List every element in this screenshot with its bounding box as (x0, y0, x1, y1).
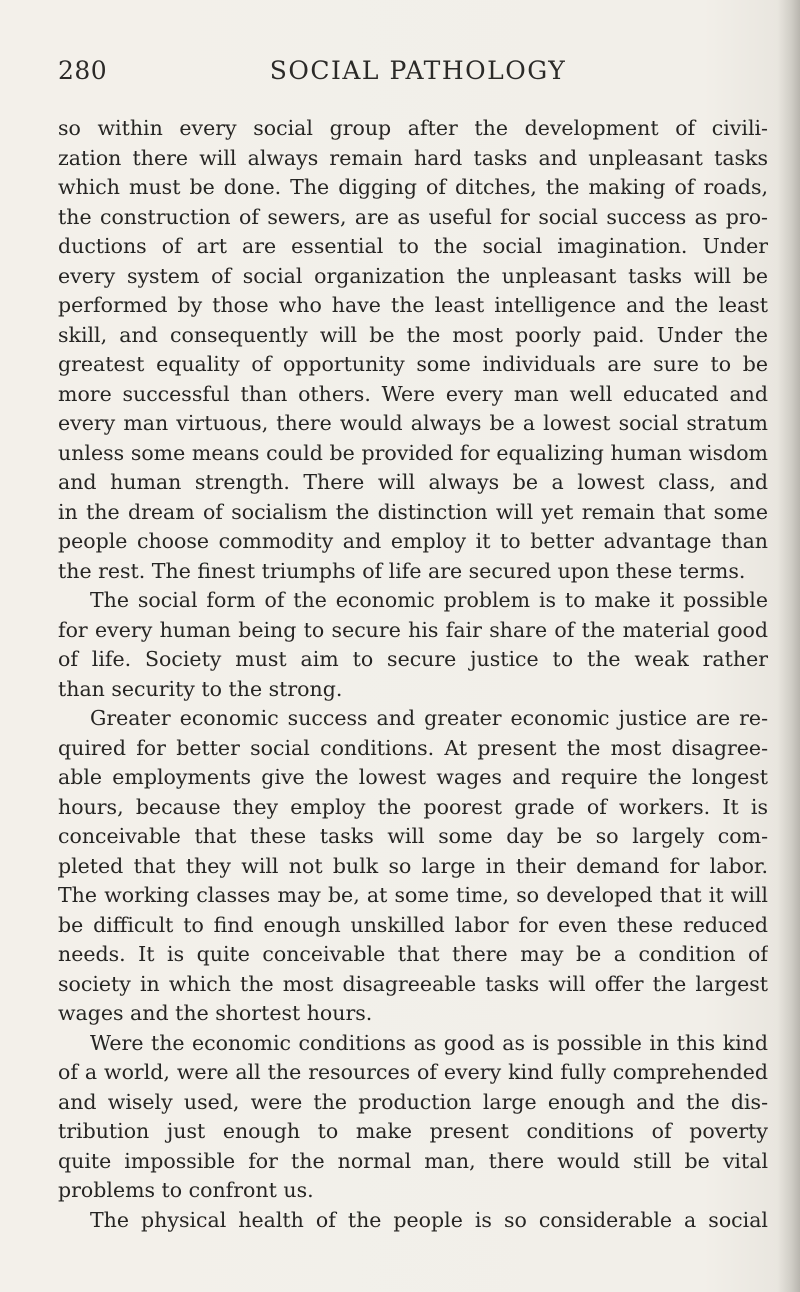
text-line: unless some means could be provided for equalizing human wisdom (58, 440, 768, 465)
text-line: quite impossible for the normal man, there would still be vital (58, 1148, 768, 1173)
text-line: hours, because they employ the poorest grade of workers. It is (58, 794, 768, 819)
text-line: of life. Society must aim to secure justice to the weak rather (58, 647, 768, 671)
text-line: problems to confront us. (58, 1178, 314, 1202)
text-line: conceivable that these tasks will some day be so largely com- (58, 824, 768, 848)
text-line: for every human being to secure his fair share of the material good (58, 617, 768, 642)
text-line: The physical health of the people is so considerable a social (90, 1207, 768, 1232)
text-line: the construction of sewers, are as useful for social success as pro- (58, 204, 768, 229)
text-line: The social form of the economic problem is to make it possible (90, 588, 768, 612)
text-line: more successful than others. Were every man well educated and (58, 381, 768, 406)
text-line: quired for better social conditions. At present the most disagree- (58, 735, 768, 760)
text-line: and wisely used, were the production large enough and the dis- (58, 1089, 768, 1114)
text-line: zation there will always remain hard tasks and unpleasant tasks (58, 145, 768, 170)
text-line: performed by those who have the least intelligence and the least (58, 293, 768, 317)
text-line: Were the economic conditions as good as is possible in this kind (90, 1030, 768, 1055)
text-line: of a world, were all the resources of every kind fully comprehended (58, 1060, 768, 1084)
text-line: every man virtuous, there would always be a lowest social stratum (58, 411, 768, 435)
text-line: skill, and consequently will be the most poorly paid. Under the (58, 322, 768, 347)
page-number: 280 (58, 56, 108, 85)
text-line: pleted that they will not bulk so large in their demand for labor. (58, 853, 768, 878)
text-line: greatest equality of opportunity some individuals are sure to be (58, 352, 768, 376)
text-line: Greater economic success and greater economic justice are re- (90, 706, 768, 730)
text-line: the rest. The finest triumphs of life are secured upon these terms. (58, 558, 746, 583)
text-line: ductions of art are essential to the social imagination. Under (58, 234, 768, 258)
text-line: which must be done. The digging of ditches, the making of roads, (58, 175, 768, 199)
text-line: be difficult to find enough unskilled labor for even these reduced (58, 912, 768, 937)
text-line: than security to the strong. (58, 676, 343, 701)
text-line: every system of social organization the unpleasant tasks will be (58, 263, 768, 288)
text-line: people choose commodity and employ it to better advantage than (58, 529, 768, 553)
text-line: society in which the most disagreeable tasks will offer the largest (58, 971, 768, 996)
page-header (58, 56, 748, 92)
body-text (58, 114, 768, 1235)
text-line: The working classes may be, at some time, so developed that it will (58, 883, 768, 907)
text-line: so within every social group after the development of civili- (58, 116, 768, 140)
text-line: and human strength. There will always be a lowest class, and (58, 470, 768, 494)
text-line: in the dream of socialism the distinction will yet remain that some (58, 499, 768, 524)
text-line: able employments give the lowest wages and require the longest (58, 765, 768, 789)
text-line: wages and the shortest hours. (58, 1001, 373, 1025)
running-head: SOCIAL PATHOLOGY (269, 56, 567, 85)
text-line: needs. It is quite conceivable that there may be a condition of (58, 942, 768, 966)
text-line: tribution just enough to make present conditions of poverty (58, 1119, 768, 1143)
page-edge-shadow (778, 0, 800, 1292)
